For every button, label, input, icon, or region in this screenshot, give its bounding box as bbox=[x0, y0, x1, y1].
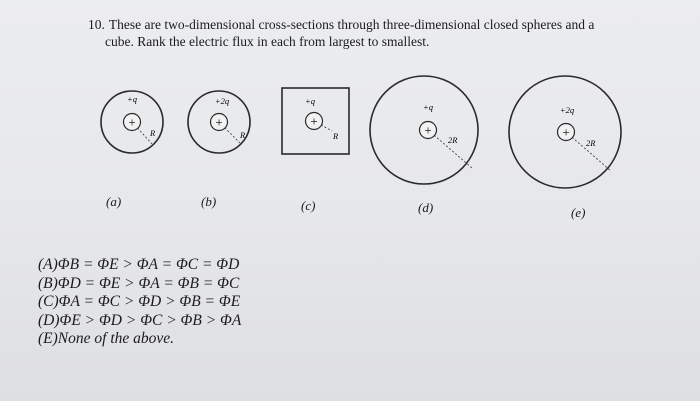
answer-options bbox=[38, 256, 241, 349]
question-number: 10. bbox=[88, 17, 105, 32]
figure-b-charge-label: +2q bbox=[214, 96, 230, 106]
figure-d bbox=[370, 76, 478, 184]
figure-b bbox=[188, 91, 250, 153]
option-a-text: ΦB = ΦE > ΦA = ΦC = ΦD bbox=[57, 256, 240, 273]
figure-e-plus-sign: + bbox=[562, 124, 570, 140]
option-e-text: None of the above. bbox=[57, 330, 175, 347]
figure-e-radius-label: 2R bbox=[586, 138, 596, 148]
figure-a-plus-sign: + bbox=[128, 114, 136, 130]
figure-d-radius-label: 2R bbox=[448, 135, 458, 145]
option-b-letter: (B) bbox=[38, 274, 58, 292]
figure-e bbox=[509, 76, 621, 188]
option-d bbox=[38, 312, 241, 331]
figure-d-plus-sign: + bbox=[424, 122, 432, 138]
option-e-letter: (E) bbox=[38, 330, 58, 347]
figure-a bbox=[101, 91, 163, 153]
figure-c-label: (c) bbox=[301, 198, 316, 213]
figure-b-label: (b) bbox=[201, 194, 217, 209]
figure-d-label: (d) bbox=[418, 200, 434, 215]
figure-c-charge-label: +q bbox=[305, 96, 315, 106]
figure-e-label: (e) bbox=[571, 205, 586, 220]
option-a-letter: (A) bbox=[38, 256, 58, 273]
option-d-text: ΦE > ΦD > ΦC > ΦB > ΦA bbox=[59, 311, 242, 329]
question-line-1: These are two-dimensional cross-sections through three-dimensional closed spheres and a bbox=[108, 17, 595, 32]
figure-c bbox=[282, 88, 349, 154]
option-a bbox=[38, 256, 241, 275]
option-d-letter: (D) bbox=[38, 311, 60, 329]
figure-a-charge-label: +q bbox=[127, 94, 137, 104]
figure-b-plus-sign: + bbox=[215, 114, 223, 130]
figure-c-plus-sign: + bbox=[310, 113, 318, 129]
option-c bbox=[38, 293, 241, 312]
figure-c-radius-label: R bbox=[333, 131, 339, 141]
option-e bbox=[38, 330, 241, 349]
figure-a-radius-label: R bbox=[150, 128, 156, 138]
figure-b-radius-label: R bbox=[240, 130, 246, 140]
option-b-text: ΦD = ΦE > ΦA = ΦB = ΦC bbox=[57, 274, 240, 292]
figure-d-charge-label: +q bbox=[423, 102, 433, 112]
figure-a-label: (a) bbox=[106, 194, 122, 209]
option-c-text: ΦA = ΦC > ΦD > ΦB = ΦE bbox=[58, 293, 241, 310]
option-b bbox=[38, 275, 241, 294]
question-line-2: cube. Rank the electric flux in each from largest to smallest. bbox=[105, 34, 430, 49]
option-c-letter: (C) bbox=[38, 293, 59, 310]
figure-e-charge-label: +2q bbox=[559, 105, 575, 115]
